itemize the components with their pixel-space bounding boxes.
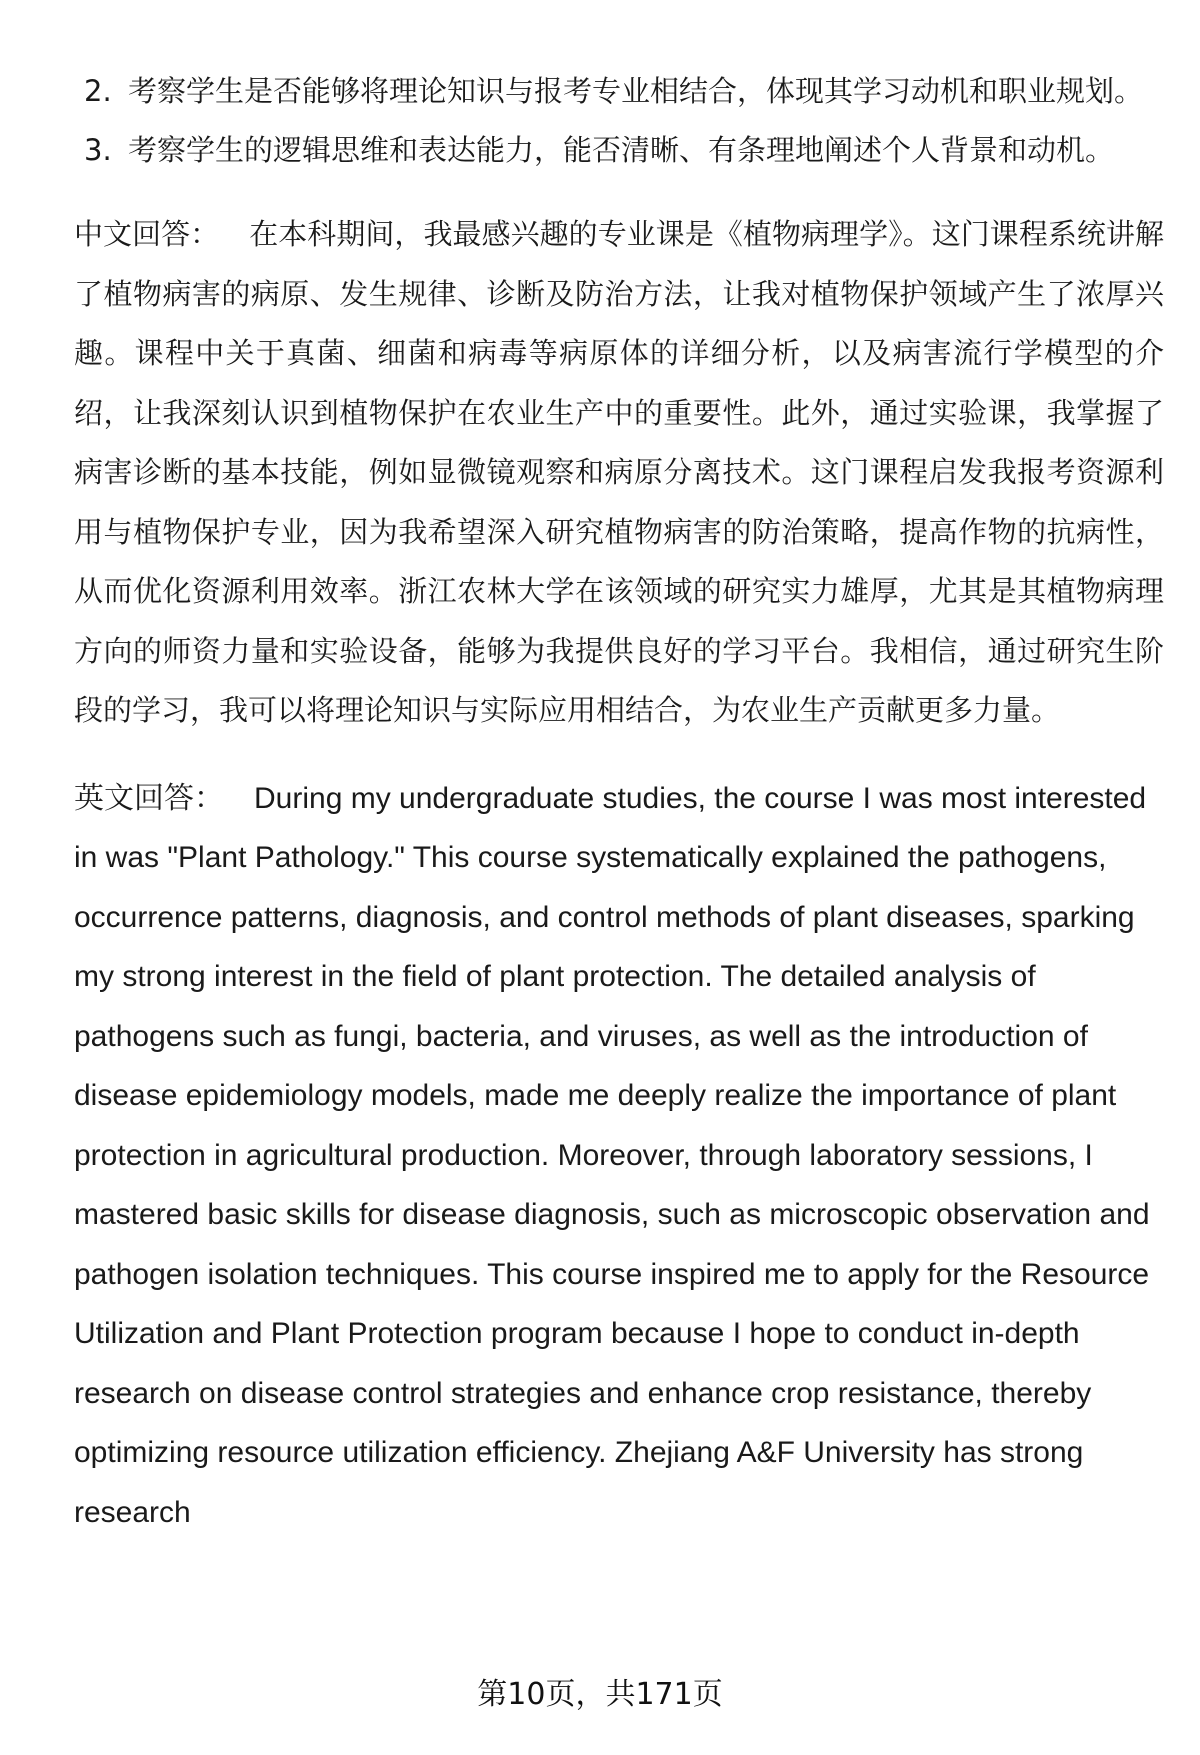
chinese-answer-label: 中文回答： bbox=[74, 217, 220, 251]
chinese-answer-text: 在本科期间，我最感兴趣的专业课是《植物病理学》。这门课程系统讲解了植物病害的病原、发生规律、诊断及防治方法，让我对植物保护领域产生了浓厚兴趣。课程中关于真菌、细菌和病毒等病原体的详细分析，以及病害流行学模型的介绍，让我深刻认识到植物保护在农业生产中的重要性。此外，通过实验课，我掌握了病害诊断的基本技能，例如显微镜观察和病原分离技术。这门课程启发我报考资源利用与植物保护专业，因为我希望深入研究植物病害的防治策略，提高作物的抗病性，从而优化资源利用效率。浙江农林大学在该领域的研究实力雄厚，尤其是其植物病理方向的师资力量和实验设备，能够为我提供良好的学习平台。我相信，通过研究生阶段的学习，我可以将理论知识与实际应用相结合，为农业生产贡献更多力量。 bbox=[74, 217, 1164, 727]
page-content bbox=[74, 62, 1164, 1542]
english-answer-text: During my undergraduate studies, the course I was most interested in was "Plant Pathology." This course systematically explained the pathogens, occurrence patterns, diagnosis, and control methods of plant diseases, sparking my strong interest in the field of plant protection. The detailed analysis of pathogens such as fungi, bacteria, and viruses, as well as the introduction of disease epidemiology models, made me deeply realize the importance of plant protection in agricultural production. Moreover, through laboratory sessions, I mastered basic skills for disease diagnosis, such as microscopic observation and pathogen isolation techniques. This course inspired me to apply for the Resource Utilization and Plant Protection program because I hope to conduct in-depth research on disease control strategies and enhance crop resistance, thereby optimizing resource utilization efficiency. Zhejiang A&F University has strong research bbox=[74, 781, 1150, 1529]
list-item bbox=[74, 121, 1164, 180]
page-number-footer: 第10页，共171页 bbox=[477, 1677, 723, 1712]
list-item bbox=[74, 62, 1164, 121]
list-item-number: 2. bbox=[84, 74, 112, 108]
list-item-text: 考察学生是否能够将理论知识与报考专业相结合，体现其学习动机和职业规划。 bbox=[128, 74, 1144, 108]
english-answer-paragraph bbox=[74, 769, 1164, 1543]
chinese-answer-paragraph bbox=[74, 205, 1164, 741]
list-item-number: 3. bbox=[84, 133, 112, 167]
list-item-text: 考察学生的逻辑思维和表达能力，能否清晰、有条理地阐述个人背景和动机。 bbox=[128, 133, 1115, 167]
criteria-list bbox=[74, 62, 1164, 180]
english-answer-label: 英文回答： bbox=[74, 781, 224, 815]
